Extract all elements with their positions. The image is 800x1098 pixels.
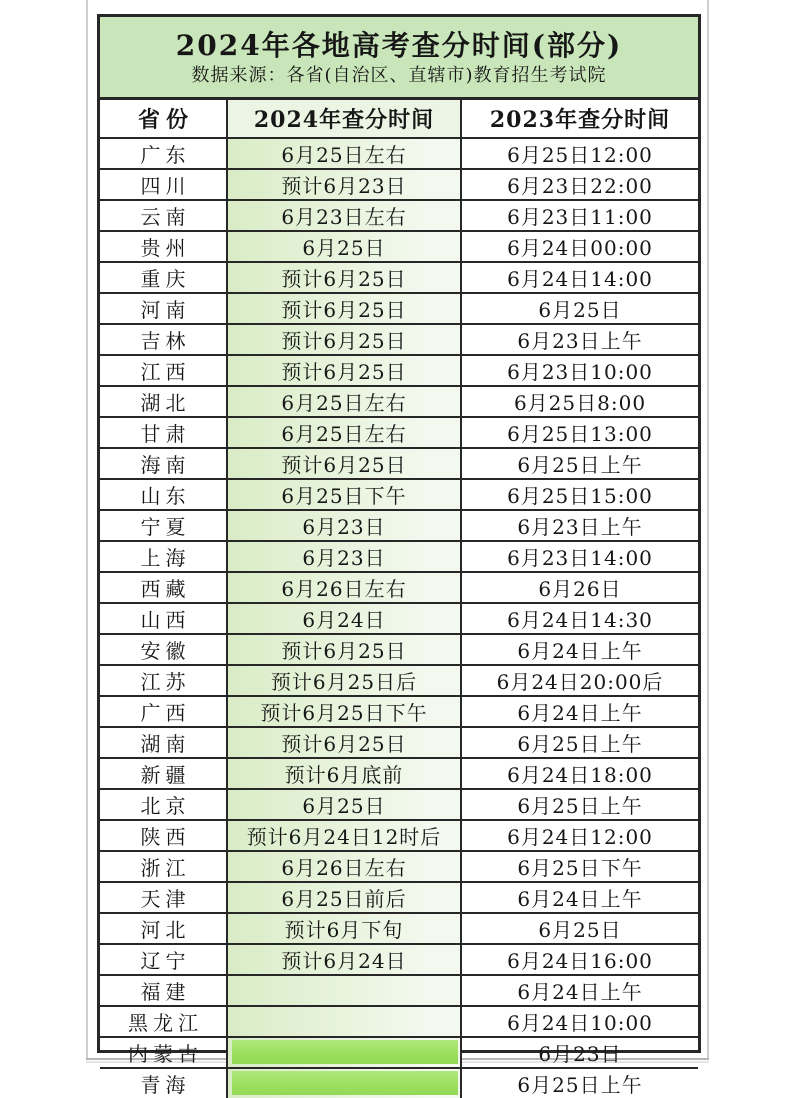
table-body: [100, 137, 698, 1098]
table-row: [100, 354, 698, 385]
province-cell: 甘肃: [140, 422, 191, 446]
time-2024-cell: 6月25日左右: [226, 418, 460, 447]
page-edge-left: [86, 0, 88, 1060]
time-2023-cell: 6月23日上午: [460, 511, 698, 540]
column-header-2024-time: 2024年查分时间: [226, 100, 460, 137]
time-2024-cell: 预计6月25日: [226, 635, 460, 664]
province-cell: 广东: [140, 143, 191, 167]
province-cell: 安徽: [140, 639, 191, 663]
time-2023-cell: 6月25日13:00: [460, 418, 698, 447]
time-2024-cell: 预计6月25日: [226, 356, 460, 385]
time-2024-cell: [226, 976, 460, 1005]
time-2023-cell: 6月24日00:00: [460, 232, 698, 261]
data-source-note: 数据来源：各省(自治区、直辖市)教育招生考试院: [191, 64, 607, 86]
table-row: [100, 881, 698, 912]
time-2023-cell: 6月23日14:00: [460, 542, 698, 571]
table-row: [100, 695, 698, 726]
time-2023-cell: 6月25日上午: [460, 449, 698, 478]
green-highlight-block: [232, 1071, 458, 1095]
time-2024-cell: [226, 1038, 460, 1067]
time-2024-cell: 6月23日左右: [226, 201, 460, 230]
table-row: [100, 478, 698, 509]
table-row: [100, 230, 698, 261]
table-row: [100, 292, 698, 323]
time-2023-cell: 6月25日上午: [460, 1069, 698, 1098]
time-2023-cell: 6月25日上午: [460, 728, 698, 757]
time-2024-cell: 预计6月25日下午: [226, 697, 460, 726]
table-row: [100, 199, 698, 230]
province-cell: 辽宁: [140, 949, 191, 973]
table-row: [100, 540, 698, 571]
time-2023-cell: 6月25日: [460, 914, 698, 943]
table-row: [100, 850, 698, 881]
province-cell: 陕西: [140, 825, 191, 849]
province-cell: 山西: [140, 608, 191, 632]
time-2024-cell: 6月25日左右: [226, 387, 460, 416]
table-row: [100, 943, 698, 974]
time-2024-cell: 预计6月25日后: [226, 666, 460, 695]
table-row: [100, 602, 698, 633]
table-row: [100, 323, 698, 354]
time-2024-cell: 预计6月25日: [226, 728, 460, 757]
table-row: [100, 757, 698, 788]
table-row: [100, 509, 698, 540]
time-2024-cell: 预计6月24日: [226, 945, 460, 974]
time-2024-cell: 6月24日: [226, 604, 460, 633]
column-header-province: 省份: [137, 107, 194, 133]
time-2024-cell: 6月26日左右: [226, 573, 460, 602]
time-2024-cell: 预计6月25日: [226, 294, 460, 323]
province-cell: 福建: [140, 980, 191, 1004]
table-row: [100, 726, 698, 757]
column-header-2023-time: 2023年查分时间: [460, 100, 698, 137]
time-2023-cell: 6月24日上午: [460, 697, 698, 726]
time-2023-cell: 6月26日: [460, 573, 698, 602]
province-cell: 青海: [140, 1073, 191, 1097]
province-cell: 江西: [140, 360, 191, 384]
time-2023-cell: 6月25日8:00: [460, 387, 698, 416]
time-2024-cell: 6月25日: [226, 790, 460, 819]
time-2023-cell: 6月23日: [460, 1038, 698, 1067]
time-2024-cell: 6月25日下午: [226, 480, 460, 509]
time-2024-cell: 预计6月23日: [226, 170, 460, 199]
table-row: [100, 819, 698, 850]
time-2023-cell: 6月25日15:00: [460, 480, 698, 509]
province-cell: 宁夏: [140, 515, 191, 539]
green-highlight-block: [232, 1040, 458, 1064]
province-cell: 上海: [140, 546, 191, 570]
time-2024-cell: [226, 1007, 460, 1036]
table-row: [100, 1036, 698, 1067]
province-cell: 重庆: [140, 267, 191, 291]
time-2023-cell: 6月23日11:00: [460, 201, 698, 230]
province-cell: 河南: [140, 298, 191, 322]
table-row: [100, 788, 698, 819]
table-row: [100, 416, 698, 447]
time-2024-cell: 预计6月底前: [226, 759, 460, 788]
province-cell: 新疆: [140, 763, 191, 787]
province-cell: 贵州: [140, 236, 191, 260]
time-2024-cell: 6月25日: [226, 232, 460, 261]
table-row: [100, 912, 698, 943]
time-2023-cell: 6月24日12:00: [460, 821, 698, 850]
time-2024-cell: 6月25日左右: [226, 139, 460, 168]
page-edge-right: [707, 0, 709, 1060]
table-row: [100, 385, 698, 416]
time-2023-cell: 6月24日10:00: [460, 1007, 698, 1036]
table-row: [100, 137, 698, 168]
time-2023-cell: 6月23日上午: [460, 325, 698, 354]
time-2023-cell: 6月24日上午: [460, 635, 698, 664]
table-row: [100, 664, 698, 695]
province-cell: 北京: [140, 794, 191, 818]
table-row: [100, 1067, 698, 1098]
time-2023-cell: 6月25日下午: [460, 852, 698, 881]
score-time-table: [97, 14, 701, 1097]
province-cell: 天津: [140, 887, 191, 911]
table-row: [100, 974, 698, 1005]
time-2024-cell: 预计6月25日: [226, 263, 460, 292]
table-header-row: [100, 97, 698, 137]
time-2024-cell: 6月23日: [226, 542, 460, 571]
time-2023-cell: 6月25日: [460, 294, 698, 323]
time-2024-cell: 6月23日: [226, 511, 460, 540]
table-row: [100, 571, 698, 602]
time-2023-cell: 6月24日上午: [460, 883, 698, 912]
time-2024-cell: 预计6月24日12时后: [226, 821, 460, 850]
time-2023-cell: 6月24日上午: [460, 976, 698, 1005]
page-title: 2024年各地高考查分时间(部分): [175, 28, 623, 62]
time-2023-cell: 6月25日12:00: [460, 139, 698, 168]
province-cell: 西藏: [140, 577, 191, 601]
time-2024-cell: 预计6月25日: [226, 325, 460, 354]
province-cell: 湖南: [140, 732, 191, 756]
time-2023-cell: 6月24日16:00: [460, 945, 698, 974]
time-2023-cell: 6月23日22:00: [460, 170, 698, 199]
province-cell: 山东: [140, 484, 191, 508]
province-cell: 吉林: [140, 329, 191, 353]
table-row: [100, 1005, 698, 1036]
time-2024-cell: 6月26日左右: [226, 852, 460, 881]
province-cell: 黑龙江: [128, 1011, 203, 1035]
time-2023-cell: 6月24日14:00: [460, 263, 698, 292]
province-cell: 四川: [140, 174, 191, 198]
time-2024-cell: 预计6月下旬: [226, 914, 460, 943]
province-cell: 浙江: [140, 856, 191, 880]
province-cell: 广西: [140, 701, 191, 725]
province-cell: 海南: [140, 453, 191, 477]
province-cell: 内蒙古: [128, 1042, 203, 1066]
province-cell: 湖北: [140, 391, 191, 415]
time-2023-cell: 6月24日14:30: [460, 604, 698, 633]
province-cell: 云南: [140, 205, 191, 229]
province-cell: 河北: [140, 918, 191, 942]
province-cell: 江苏: [140, 670, 191, 694]
time-2023-cell: 6月24日18:00: [460, 759, 698, 788]
time-2023-cell: 6月24日20:00后: [460, 666, 698, 695]
time-2023-cell: 6月25日上午: [460, 790, 698, 819]
time-2023-cell: 6月23日10:00: [460, 356, 698, 385]
time-2024-cell: 预计6月25日: [226, 449, 460, 478]
table-title-block: [100, 17, 698, 97]
table-row: [100, 633, 698, 664]
table-row: [100, 261, 698, 292]
time-2024-cell: 6月25日前后: [226, 883, 460, 912]
table-row: [100, 168, 698, 199]
table-row: [100, 447, 698, 478]
